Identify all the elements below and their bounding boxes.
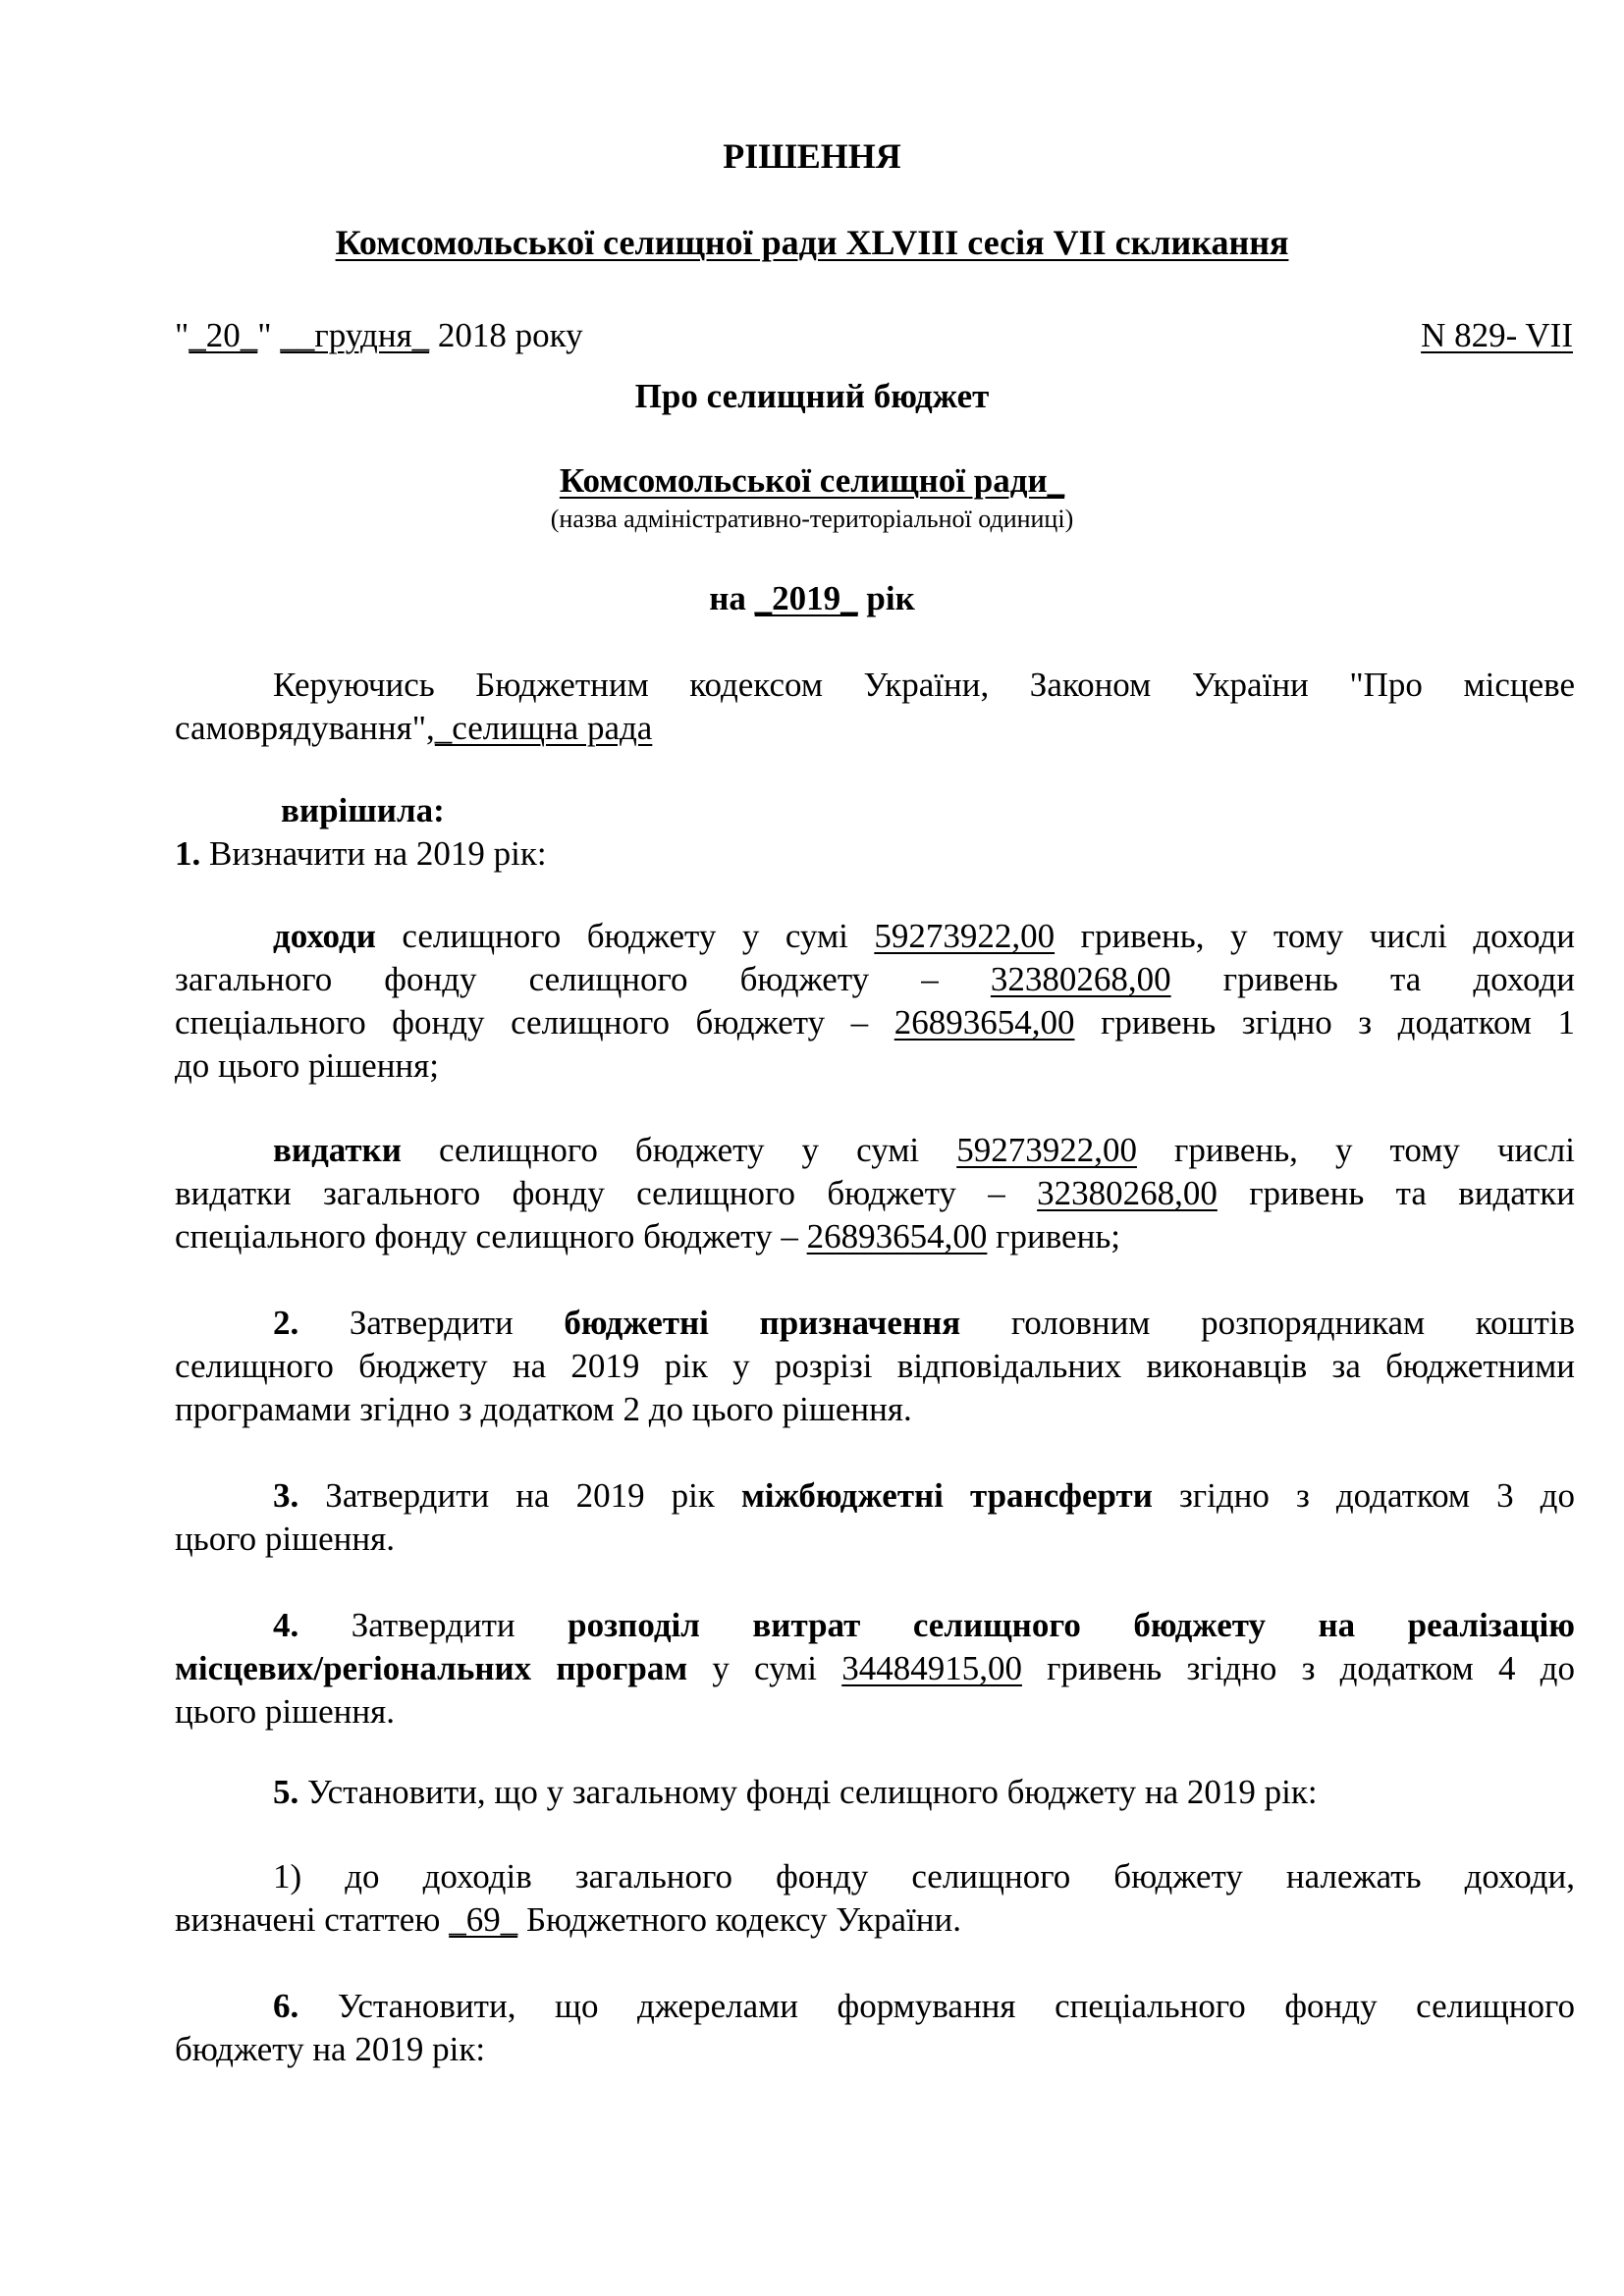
subject-line-2: Комсомольської селищної ради_ [559,461,1065,500]
item-2: 2. Затвердити бюджетні призначення головним розпорядникам коштів селищного бюджету на 2019 рік у розрізі відповідальних виконавців за бюджетними програмами згідно з додатком 2 до цього рішення. [175,1304,1575,1428]
expenditure-label: видатки [273,1131,402,1169]
date-day: _20_ [189,316,258,354]
item-5: 5. Установити, що у загальному фонді селищного бюджету на 2019 рік: [273,1773,1318,1811]
decision-date: "_20_" __грудня_ 2018 року [175,316,583,354]
expenditure-paragraph: видатки селищного бюджету у сумі 59273922,00 гривень, у тому числі видатки загального фонду селищного бюджету – 32380268,00 гривень та видатки спеціального фонду селищного бюджету – 26893654,00 гривень; [175,1131,1576,1255]
budget-year-line: на _2019_ рік [709,579,915,617]
decision-number: N 829- VII [1421,316,1573,354]
expenditure-general: 32380268,00 [1037,1174,1218,1212]
expenditure-special: 26893654,00 [806,1217,988,1255]
income-general: 32380268,00 [990,960,1171,998]
income-special: 26893654,00 [893,1003,1075,1041]
budget-year: _2019_ [754,579,858,617]
date-year: 2018 року [437,316,583,354]
article-number: _69_ [449,1900,518,1939]
preamble-line-1: Керуючись Бюджетним кодексом України, Законом України "Про місцеве [273,666,1575,704]
item-6: 6. Установити, що джерелами формування спеціального фонду селищного бюджету на 2019 рік: [175,1987,1575,2068]
item-3: 3. Затвердити на 2019 рік міжбюджетні трансферти згідно з додатком 3 до цього рішення. [175,1476,1575,1558]
item-4: 4. Затвердити розподіл витрат селищного бюджету на реалізацію місцевих/регіональних програм у сумі 34484915,00 гривень згідно з додатком 4 до цього рішення. [175,1606,1575,1731]
income-total: 59273922,00 [874,917,1056,955]
income-paragraph: доходи селищного бюджету у сумі 59273922,00 гривень, у тому числі доходи загального фонду селищного бюджету – 32380268,00 гривень та доходи спеціального фонду селищного бюджету – 26893654,00 гривень згідно з додатком 1 до цього рішення; [175,917,1575,1085]
preamble-line-2: самоврядування",_селищна рада [175,709,653,747]
preamble [175,664,1575,750]
subject-line-1: Про селищний бюджет [634,377,990,415]
item-1: 1. Визначити на 2019 рік: [175,834,547,873]
date-month: __грудня_ [280,316,430,354]
item-5-1: 1) до доходів загального фонду селищного бюджету належать доходи, визначені статтею _69_ Бюджетного кодексу України. [175,1857,1575,1939]
programs-amount: 34484915,00 [841,1649,1022,1687]
document-title: РІШЕННЯ [723,136,901,176]
expenditure-total: 59273922,00 [956,1131,1137,1169]
subject-line-2-note: (назва адміністративно-територіальної одиниці) [550,505,1074,533]
income-label: доходи [273,917,376,955]
decided-heading: вирішила: [281,791,445,829]
council-session-heading: Комсомольської селищної ради XLVIII сесія VII скликання [335,223,1289,262]
